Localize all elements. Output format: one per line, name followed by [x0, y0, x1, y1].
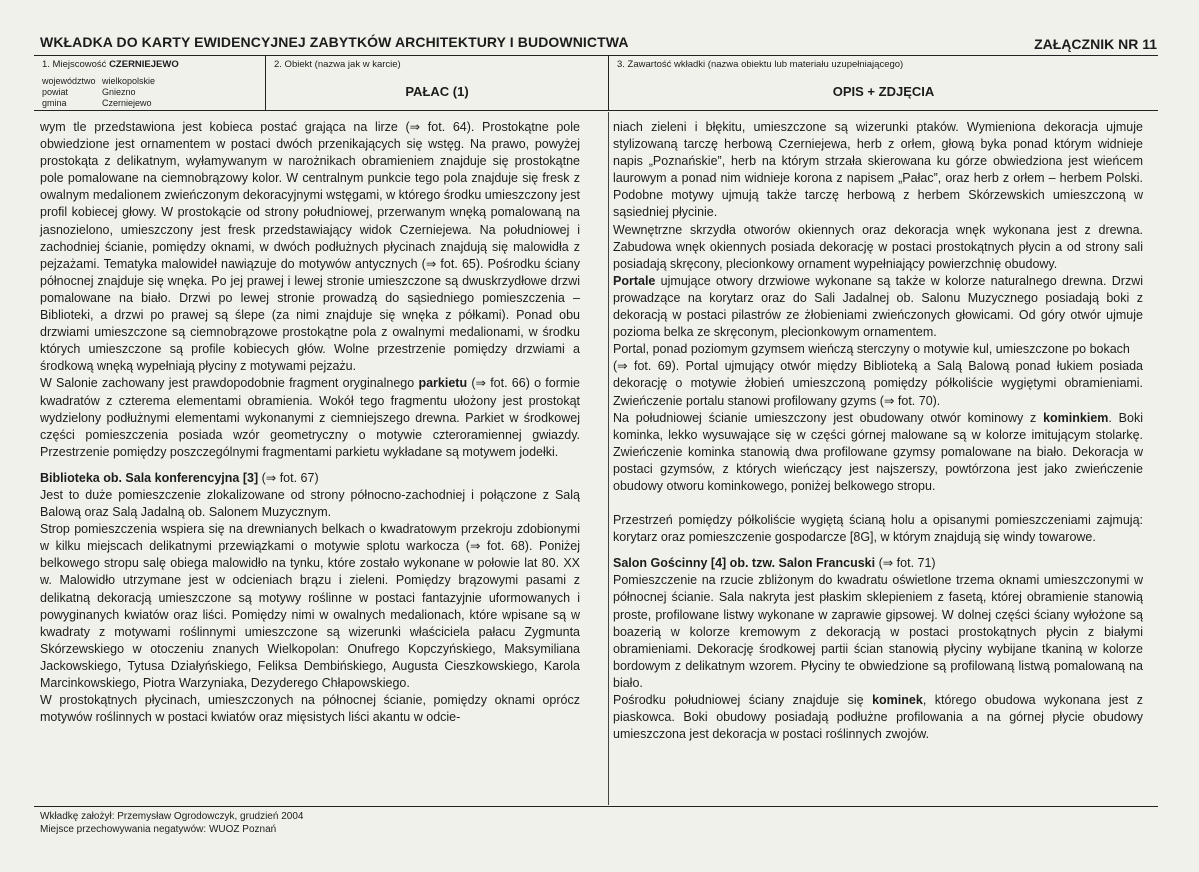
header-table [34, 55, 1158, 111]
object-cell [266, 56, 609, 110]
paragraph: Pomieszczenie na rzucie zbliżonym do kwadratu oświetlone trzema oknami umieszczonymi w północnej ścianie. Sala nakryta jest płaskim sklepieniem z fasetą, której obramienie stanowią proste, profilowane listwy wykonane w zaprawie gipsowej. W dolnej części ściany wyłożone są boazerią w kolorze kremowym z dekoracją w postaci prostokątnych płycin z białymi obramieniami. Dekorację środkowej partii ścian stanowią płyciny wybijane tkaniną w kolorze bordowym z delikatnym wzorem. Płyciny te obwiedzione są profilowaną listwą pomalowaną na biało. [613, 573, 1143, 690]
right-column [613, 119, 1143, 743]
content-cell [609, 56, 1158, 110]
paragraph: Strop pomieszczenia wspiera się na drewnianych belkach o kwadratowym przekroju zdobionymi w kilku miejscach delikatnymi przewiązkami o motywie splotu warkocza (⇒ fot. 68). Poniżej belkowego stropu salę obiega malowidło na tynku, które zostało wykonane w połowie lat 80. XX w. Malowidło utrzymane jest w odcieniach brązu i zieleni. Pomiędzy brązowymi pasami z delikatną dekoracją umieszczone są motywy roślinne w postaci fantazyjnie uformowanych i powyginanych kwiatów oraz liści. Pomiędzy nimi w owalnych medalionach, które wpisane są w kwadraty z motywami roślinnymi umieszczone są wizerunki właściciela pałacu Zygmunta Skórzewskiego w otoczeniu znanych Wielkopolan: Onufrego Kopczyńskiego, Maksymiliana Jackowskiego, Tytusa Działyńskiego, Feliksa Dembińskiego, Augusta Cieszkowskiego, Karola Marcinkowskiego, Piotra Warzyniaka, Dezyderego Chłapowskiego. [40, 522, 580, 690]
annex-number: ZAŁĄCZNIK NR 11 [1034, 36, 1157, 52]
paragraph: W prostokątnych płycinach, umieszczonych na północnej ścianie, pomiędzy oknami oprócz motywów roślinnych w postaci kwiatów oraz mięsistych liści akantu w odcie- [40, 693, 580, 725]
footer-negatives: Miejsce przechowywania negatywów: WUOZ Poznań [40, 824, 277, 835]
left-column [40, 119, 580, 726]
content-label: 3. Zawartość wkładki (nazwa obiektu lub materiału uzupełniającego) [617, 59, 904, 70]
paragraph: Jest to duże pomieszczenie zlokalizowane od strony północno-zachodniej i połączone z Salą Balową oraz Salą Jadalną ob. Salonem Muzycznym. [40, 487, 580, 520]
county-row: powiat Gniezno [42, 87, 136, 97]
footer [40, 810, 303, 836]
paragraph: Na południowej ścianie umieszczony jest obudowany otwór kominowy z kominkiem. Boki kominka, lekko wysuwające się w części górnej malowane są w kolorze imitującym stolarkę. Zwieńczenie kominka stanowią dwa profilowane gzymsy pomalowane na biało. Dekoracja w postaci gzymsów, z których wieńczący jest najszerszy, powtórzona jest jako zwieńczenie obudowy otworu kominkowego, poniżej belkowego stropu. [613, 410, 1143, 493]
paragraph: Wewnętrzne skrzydła otworów okiennych oraz dekoracja wnęk wykonana jest z drewna. Zabudowa wnęk okiennych posiada dekorację w postaci prostokątnych płycin a od strony sali posiadają skręcony, plecionkowy ornament wypełniający powierzchnię obudowy. [613, 222, 1143, 271]
document-title: WKŁADKA DO KARTY EWIDENCYJNEJ ZABYTKÓW ARCHITEKTURY I BUDOWNICTWA [40, 34, 629, 50]
location-cell [34, 56, 266, 110]
paragraph: Pośrodku południowej ściany znajduje się kominek, którego obudowa wykonana jest z piaskowca. Boki obudowy posiadają podłużne profilowania a na górnej płycie obudowy umieszczona jest dekoracja w postaci roślinnych zwojów. [613, 693, 1143, 742]
paragraph: W Salonie zachowany jest prawdopodobnie fragment oryginalnego parkietu (⇒ fot. 66) o formie kwadratów z czterema elementami obramienia. Wokół tego fragmentu ułożony jest prostokąt wydzielony podłużnymi elementami wykonanymi z ciemniejszego drewna. Parkiet w środkowej części pomieszczenia posiada wzór geometryczny o motywie czteroramiennej gwiazdy. Przestrzenie pomiędzy poszczególnymi fragmentami parkietu wykładane są motywem jodełki. [40, 376, 580, 459]
content-value: OPIS + ZDJĘCIA [832, 84, 935, 99]
footer-rule [34, 806, 1158, 807]
voivodeship-row: województwo wielkopolskie [42, 76, 156, 86]
paragraph: wym tle przedstawiona jest kobieca postać grająca na lirze (⇒ fot. 64). Prostokątne pole obwiedzione jest ornamentem w postaci dwóch przenikających się wstęg. Na prawo, powyżej prostokąta z delikatnym, wyłamywanym w narożnikach obramieniem znajduje się prostokątne pole pomalowane na ciemnobrązowy kolor. W centralnym punkcie tego pola znajduje się fresk z owalnym medalionem zwieńczonym dekoracyjnymi wstęgami, w którego środku umieszczony jest profil kobiecej głowy. W prostokącie od strony południowej, przerwanym wnęką pomalowaną na jasnozielono, umieszczony jest fresk przedstawiający widok Czerniejewa. Na południowej i zachodniej ścianie, pomiędzy oknami, w dwóch podłużnych płycinach znajdują się malowidła z pejzażami. Tematyka malowideł nawiązuje do motywów antycznych (⇒ fot. 65). Pośrodku ściany północnej znajduje się wnęka. Po jej prawej i lewej stronie umieszczone są dwuskrzydłowe drzwi pomalowane na biało. Drzwi po lewej stronie prowadzą do sąsiedniego pomieszczenia – Biblioteki, a drzwi po prawej są ślepe (za nimi znajduje się wnęka z półkami). Ponad obu drzwiami umieszczone są ciemnobrązowe prostokątne pola z owalnymi medalionami, w środku których umieszczone są profile kobiecych głów. Wolne przestrzenie pomiędzy drzwiami a środkową wnęką wypełniają płyciny z motywami pejzażu. [40, 120, 580, 374]
footer-author: Wkładkę założył: Przemysław Ogrodowczyk, grudzień 2004 [40, 811, 304, 822]
paragraph: (⇒ fot. 69). Portal ujmujący otwór między Biblioteką a Salą Balową ponad łukiem posiada dekorację o motywie żłobień umieszczoną pomiędzy półkoliście wygiętymi obramieniami. Zwieńczenie portalu stanowi profilowany gzyms (⇒ fot. 70). [613, 359, 1143, 408]
section-heading: Biblioteka ob. Sala konferencyjna [3] (⇒ fot. 67) [40, 470, 319, 485]
object-label: 2. Obiekt (nazwa jak w karcie) [274, 59, 401, 70]
object-value: PAŁAC (1) [405, 84, 469, 99]
paragraph: Portal, ponad poziomym gzymsem wieńczą sterczyny o motywie kul, umieszczone po bokach [613, 342, 1130, 357]
location-label: 1. Miejscowość CZERNIEJEWO [42, 59, 179, 70]
paragraph: Portale ujmujące otwory drzwiowe wykonane są także w kolorze naturalnego drewna. Drzwi prowadzące na korytarz oraz do Sali Jadalnej ob. Salonu Muzycznego posiadają boki z dekoracją w postaci pilastrów ze żłobieniami zwieńczonych głowicami. Od góry otwór ujmuje pozioma belka ze skręconym, plecionkowym ornamentem. [613, 273, 1143, 340]
column-divider [608, 112, 609, 805]
paragraph: niach zieleni i błękitu, umieszczone są wizerunki ptaków. Wymieniona dekoracja ujmuje stylizowaną tarczę herbową Czerniejewa, herb z orłem, głową byka ponad którym widnieje napis „Poznańskie”, herb na którym strzała skierowana ku górze obwiedziona jest wieńcem laurowym a ponad nim widnieje korona z napisem „Pałac”, oraz herb z orłem – herbem Polski. Podobne motywy ujmują także tarczę herbową z herbem Skórzewskich umieszczoną w sąsiedniej płycinie. [613, 120, 1143, 220]
commune-row: gmina Czerniejewo [42, 98, 152, 108]
location-value: CZERNIEJEWO [109, 59, 179, 70]
paragraph: Przestrzeń pomiędzy półkoliście wygiętą ścianą holu a opisanymi pomieszczeniami zajmują: korytarz oraz pomieszczenie gospodarcze [8G], w którym znajdują się windy towarowe. [613, 513, 1143, 545]
section-heading: Salon Gościnny [4] ob. tzw. Salon Francuski (⇒ fot. 71) [613, 556, 936, 571]
